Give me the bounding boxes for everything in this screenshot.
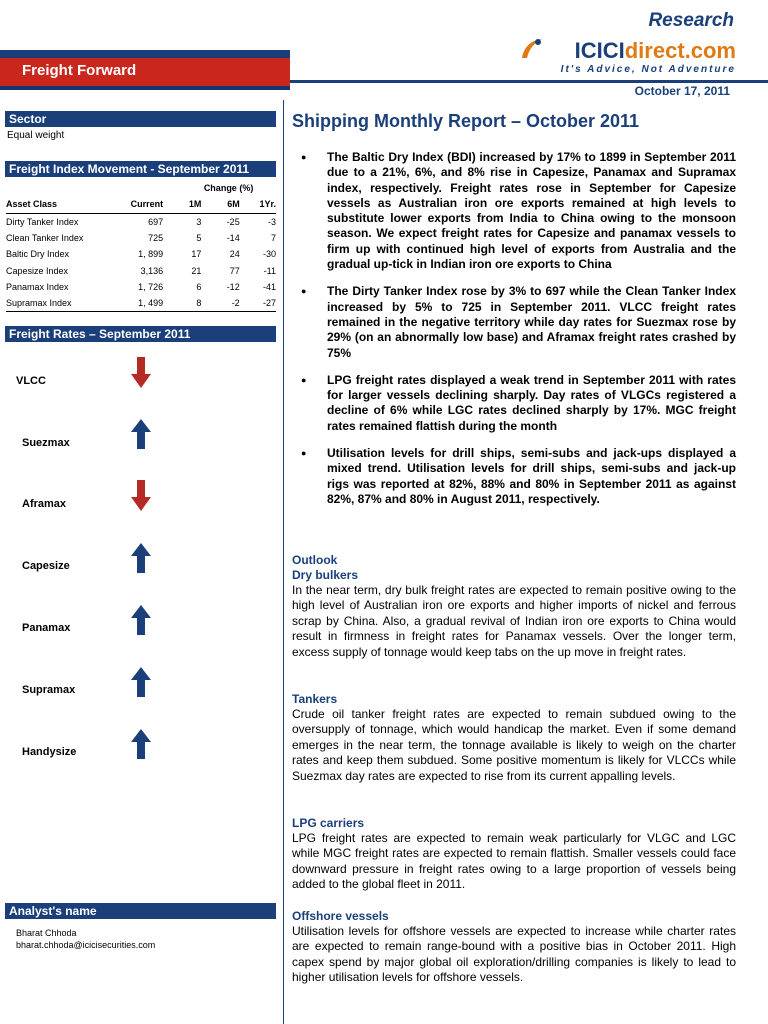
logo-swoosh-icon [518,36,544,62]
lpg-section [292,816,736,893]
col-header: Asset Class [6,199,58,210]
offshore-heading: Offshore vessels [292,909,389,923]
icici-direct-logo [518,6,738,76]
up-arrow-icon [130,728,152,760]
table-row [6,279,276,295]
lpg-text: LPG freight rates are expected to remain weak particularly for VLGC and LGC while MGC freight rates are expected to remain flattish. Smaller vessels could face downward pressure in freight rates owing to a large proportion of vessels being added to the global fleet in 2011. [292,831,736,892]
table-cell: -30 [262,249,276,260]
column-divider [283,100,284,1024]
list-item: ● The Baltic Dry Index (BDI) increased by 17% to 1899 in September 2011 due to a 21%, 6%, and 8% rise in Capesize, Panamax and Supramax index, respectively. Freight rates rose in September for Capesize vessels as Australian iron ore exports remained at high levels to substitute lower exports from India to China owing to the monsoon season. We expect freight rates for Capesize and panamax vessels to firm up with continued high level of exports from Australia and the gradual up-tick in Indian iron ore exports to China [300,150,736,272]
table-row [6,262,276,278]
table-cell: 21 [191,265,202,276]
table-cell: 3,136 [140,265,164,276]
tankers-heading: Tankers [292,692,338,706]
table-cell: 725 [148,233,164,244]
outlook-section [292,553,736,660]
col-header: 6M [227,199,240,210]
table-cell: -25 [226,216,240,227]
logo-brand [575,38,736,64]
up-arrow-icon [130,666,152,698]
tankers-text: Crude oil tanker freight rates are expected to remain subdued owing to the oversupply of tonnage, which would handicap the market. Even if some demand emerges in the near term, the tonnage available is likely to weigh on the charter rates and keep them subdued. Some positive momentum is likely for VLCCs while Suezmax day rates are expected to rise from its current appalling levels. [292,707,736,783]
index-movement-table [6,180,276,312]
list-item: ● The Dirty Tanker Index rose by 3% to 697 while the Clean Tanker Index increased by 5% to 725 in September 2011. VLCC freight rates remained in the negative territory while day rates for Suezmax rose by 29% (on an abnormally low base) and Aframax freight rates crashed by 75% [300,284,736,360]
table-cell: Clean Tanker Index [6,233,84,244]
dry-bulkers-text: In the near term, dry bulk freight rates are expected to remain positive owing to the high level of Australian iron ore exports and higher imports of nickel and ferrous scrap by China. Also, a gradual revival of Indian iron ore exports to China would result in firmness in freight rates for Panamax vessels. Over the longer term, excess supply of tonnage would keep tabs on the up move in freight rates. [292,583,736,659]
vessel-label-suezmax: Suezmax [22,437,70,449]
table-cell: Baltic Dry Index [6,249,70,260]
lpg-heading: LPG carriers [292,816,365,830]
logo-brand-direct: direct.com [624,38,736,63]
table-cell: 77 [229,265,240,276]
table-cell: -12 [226,281,240,292]
table-cell: Supramax Index [6,298,72,309]
vessel-label-capesize: Capesize [22,560,70,572]
table-cell: Capesize Index [6,265,69,276]
table-row [6,213,276,230]
table-header-row [6,196,276,213]
table-cell: -27 [262,298,276,309]
down-arrow-icon [130,480,152,512]
table-cell: 1, 726 [138,281,164,292]
col-header: Current [130,199,164,210]
col-header: 1Yr. [259,199,276,210]
table-cell: -14 [226,233,240,244]
report-title: Shipping Monthly Report – October 2011 [292,111,640,131]
up-arrow-icon [130,542,152,574]
table-cell: 17 [191,249,202,260]
outlook-heading: Outlook [292,553,338,567]
change-header-row [6,180,276,196]
table-cell: 7 [270,233,276,244]
list-item: ● Utilisation levels for drill ships, semi-subs and jack-ups displayed a mixed trend. Utilisation levels for drill ships, semi-subs and jack-up rigs was reported at 82%, 88% and 80% in September 2011 as against 82%, 87% and 80% in August 2011, respectively. [300,446,736,507]
freight-rates-heading: Freight Rates – September 2011 [5,326,276,342]
col-header: 1M [188,199,202,210]
table-row [6,295,276,312]
up-arrow-icon [130,604,152,636]
vessel-label-handysize: Handysize [22,746,77,758]
table-cell: -3 [267,216,276,227]
table-row [6,246,276,262]
up-arrow-icon [130,418,152,450]
vessel-label-panamax: Panamax [22,622,71,634]
change-label: Change (%) [203,183,254,194]
table-cell: Dirty Tanker Index [6,216,79,227]
dry-bulkers-heading: Dry bulkers [292,568,359,582]
logo-tagline: It's Advice, Not Adventure [560,64,736,75]
table-cell: -41 [262,281,276,292]
vessel-label-vlcc: VLCC [16,375,46,387]
analyst-name: Bharat Chhoda [16,928,77,938]
table-cell: 1, 899 [138,249,164,260]
section-title-band [0,58,290,86]
down-arrow-icon [130,357,152,389]
table-cell: Panamax Index [6,281,69,292]
analyst-email[interactable]: bharat.chhoda@icicisecurities.com [16,940,156,950]
table-cell: -11 [263,265,276,276]
table-cell: 24 [229,249,240,260]
section-title: Freight Forward [22,62,137,79]
header-rule [290,80,768,83]
report-date: October 17, 2011 [634,84,730,98]
table-cell: 6 [196,281,202,292]
table-cell: 1, 499 [138,298,164,309]
list-item: ● LPG freight rates displayed a weak trend in September 2011 with rates for larger vessels declining sharply. Day rates of VLGCs registered a decline of 6% while LGC rates declined sharply by 17%. MGC freight rates remained flattish during the month [300,373,736,434]
tankers-section [292,692,736,784]
table-cell: 3 [196,216,202,227]
vessel-label-aframax: Aframax [22,498,67,510]
table-cell: -2 [231,298,240,309]
table-cell: 8 [196,298,202,309]
logo-brand-icici: ICICI [574,38,625,63]
table-row [6,230,276,246]
sector-heading: Sector [5,111,276,127]
logo-research: Research [648,10,734,31]
highlights-list [300,150,736,519]
table-cell: 5 [196,233,202,244]
sector-value: Equal weight [7,130,65,141]
index-movement-heading: Freight Index Movement - September 2011 [5,161,276,177]
page-header [0,0,768,100]
table-cell: 697 [148,216,164,227]
offshore-text: Utilisation levels for offshore vessels are expected to increase while charter rates are expected to remain range-bound with a positive bias in October 2011. High capex spend by major global oil exploration/drilling companies is likely to lead to higher utilisation levels for offshore vessels. [292,924,736,985]
vessel-label-supramax: Supramax [22,684,76,696]
analyst-heading: Analyst's name [5,903,276,919]
offshore-section [292,909,736,986]
